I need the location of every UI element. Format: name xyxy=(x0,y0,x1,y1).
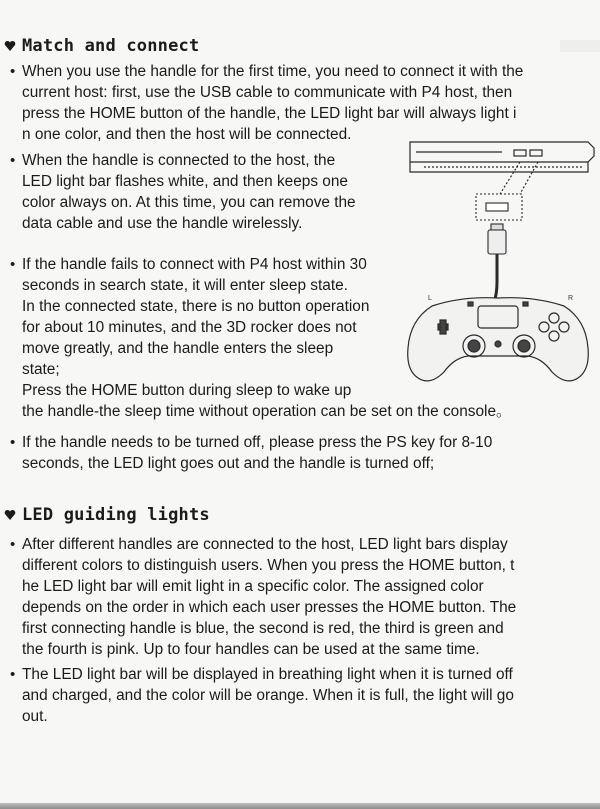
text-line: the handle-the sleep time without operation can be set on the console。 xyxy=(22,403,512,420)
heart-bullet-icon xyxy=(4,40,16,52)
shoulder-label-left: L xyxy=(428,295,432,302)
text-line: color always on. At this time, you can remove the xyxy=(22,194,356,211)
text-line: move greatly, and the handle enters the sleep xyxy=(22,340,334,357)
paragraph-breathing-light xyxy=(10,664,514,727)
paragraph-led-colors xyxy=(10,534,516,660)
text-line: seconds, the LED light goes out and the handle is turned off; xyxy=(22,455,435,472)
paragraph-led-flash xyxy=(10,150,356,234)
usb-cable-icon xyxy=(488,224,506,302)
bullet-dot: • xyxy=(10,63,16,80)
text-line: If the handle fails to connect with P4 host within 30 xyxy=(22,256,367,273)
heart-bullet-icon xyxy=(4,509,16,521)
bullet-dot: • xyxy=(10,536,16,553)
show-through-text xyxy=(560,40,600,52)
text-line: data cable and use the handle wirelessly. xyxy=(22,215,303,232)
text-line: different colors to distinguish users. When you press the HOME button, t xyxy=(22,557,515,574)
section-heading-led-lights xyxy=(4,505,210,525)
text-line: After different handles are connected to the host, LED light bars display xyxy=(22,536,508,553)
controller-illustration xyxy=(408,298,589,381)
text-line: If the handle needs to be turned off, please press the PS key for 8-10 xyxy=(22,434,493,451)
text-line: out. xyxy=(22,708,48,725)
text-line: the fourth is pink. Up to four handles can be used at the same time. xyxy=(22,641,480,658)
text-line: current host: first, use the USB cable to communicate with P4 host, then xyxy=(22,84,513,101)
section-title: LED guiding lights xyxy=(22,505,210,525)
usb-port-icon xyxy=(476,194,522,220)
text-line: In the connected state, there is no button operation xyxy=(22,298,370,315)
console-illustration xyxy=(410,142,594,194)
bullet-dot: • xyxy=(10,152,16,169)
text-line: state; xyxy=(22,361,60,378)
section-heading-match-connect xyxy=(4,36,199,56)
text-line: Press the HOME button during sleep to wake up xyxy=(22,382,352,399)
text-line: depends on the order in which each user presses the HOME button. The xyxy=(22,599,517,616)
text-line: LED light bar flashes white, and then keeps one xyxy=(22,173,348,190)
page-edge-shadow xyxy=(0,803,600,809)
section-title: Match and connect xyxy=(22,36,200,56)
text-line: and charged, and the color will be orange. When it is full, the light will go xyxy=(22,687,514,704)
paragraph-turn-off xyxy=(10,432,492,474)
shoulder-label-right: R xyxy=(568,295,574,302)
text-line: press the HOME button of the handle, the LED light bar will always light i xyxy=(22,105,517,122)
paragraph-first-connect xyxy=(10,61,523,145)
text-line: When you use the handle for the first time, you need to connect it with the xyxy=(22,63,524,80)
text-line: for about 10 minutes, and the 3D rocker does not xyxy=(22,319,357,336)
text-line: seconds in search state, it will enter sleep state. xyxy=(22,277,348,294)
bullet-dot: • xyxy=(10,434,16,451)
text-line: When the handle is connected to the host, the xyxy=(22,152,336,169)
text-line: n one color, and then the host will be connected. xyxy=(22,126,352,143)
bullet-dot: • xyxy=(10,256,16,273)
text-line: he LED light bar will emit light in a specific color. The assigned color xyxy=(22,578,484,595)
text-line: first connecting handle is blue, the second is red, the third is green and xyxy=(22,620,504,637)
connection-diagram xyxy=(402,134,598,396)
bullet-dot: • xyxy=(10,666,16,683)
text-line: The LED light bar will be displayed in breathing light when it is turned off xyxy=(22,666,513,683)
